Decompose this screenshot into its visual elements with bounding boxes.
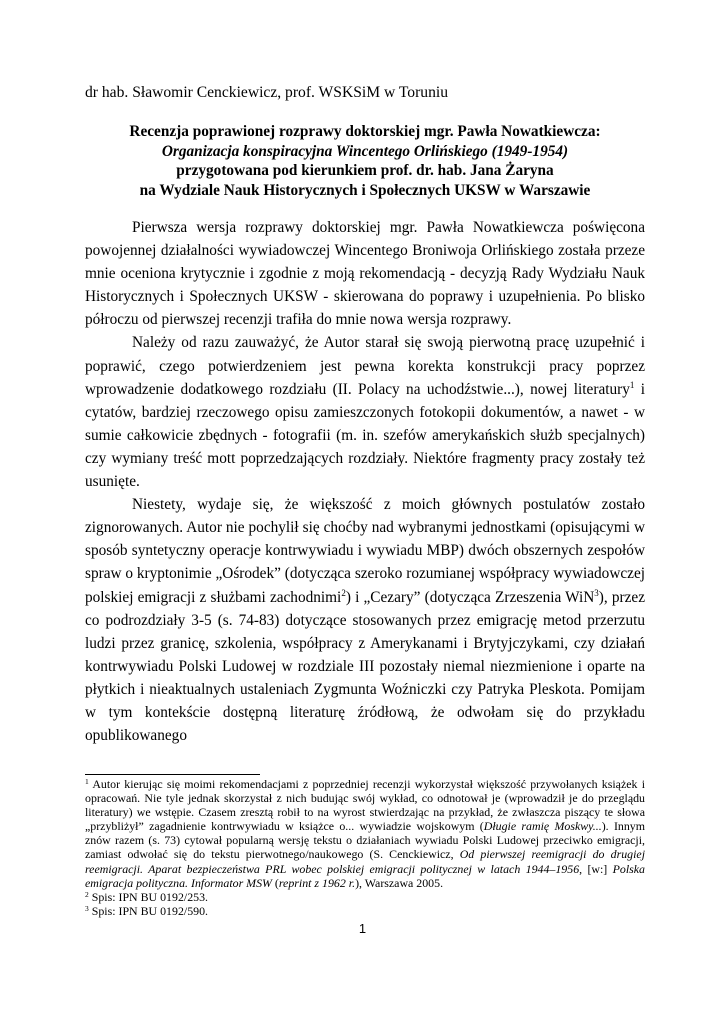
footnote-2	[85, 890, 645, 904]
title-line-4: na Wydziale Nauk Historycznych i Społecznych UKSW w Warszawie	[139, 181, 591, 199]
paragraph-2	[85, 331, 645, 493]
footnote-1-italic-2: Od pierwszej reemigracji do drugiej reemigracji. Aparat bezpieczeństwa PRL wobec polskiej emigracji politycznej w latach 1944–1956	[85, 847, 645, 876]
body-text	[85, 216, 645, 747]
footnote-separator	[85, 774, 260, 775]
paragraph-1: Pierwsza wersja rozprawy doktorskiej mgr. Pawła Nowatkiewcza poświęcona powojennej działalności wywiadowczej Wincentego Broniwoja Orlińskiego została przeze mnie oceniona krytycznie i zgodnie z moją rekomendacją - decyzją Rady Wydziału Nauk Historycznych i Społecznych UKSW - skierowana do poprawy i uzupełnienia. Po blisko półroczu od pierwszej recenzji trafiła do mnie nowa wersja rozprawy.	[85, 219, 645, 329]
paragraph-3-text-b: ) i „Cezary” (dotycząca Zrzeszenia WiN	[345, 588, 595, 606]
footnote-1-text-a: Autor kierując się moimi rekomendacjami z poprzedniej recenzji wykorzystał większość przywołanych książek i opracowań. Nie tyle jednak skorzystał z nich budując swój wykład, co odnotował je (wprowadził je do przeglądu literatury) we wstępie. Czasem zresztą robił to na wyrost stwierdzając na przykład, że zwłaszcza piszący te słowa „przybliżył” zagadnienie kontrwywiadu w książce o... wywiadzie wojskowym (	[85, 777, 645, 834]
title-line-1: Recenzja poprawionej rozprawy doktorskiej mgr. Pawła Nowatkiewcza:	[129, 123, 601, 140]
footnote-2-number: 2	[85, 889, 89, 899]
paragraph-3	[85, 493, 645, 747]
footnote-ref-2[interactable]: 2	[341, 587, 346, 598]
document-title	[85, 122, 645, 200]
title-line-2: Organizacja konspiracyjna Wincentego Orlińskiego (1949-1954)	[161, 142, 569, 160]
footnote-1-text-e: ), Warszawa 2005.	[355, 875, 444, 890]
footnote-ref-1[interactable]: 1	[629, 379, 635, 390]
footnote-2-text: Spis: IPN BU 0192/253.	[88, 889, 209, 904]
footnote-3	[85, 904, 645, 918]
footnote-3-text: Spis: IPN BU 0192/590.	[88, 903, 209, 918]
footnote-ref-3[interactable]: 3	[594, 587, 599, 598]
author-line: dr hab. Sławomir Cenckiewicz, prof. WSKSiM w Toruniu	[85, 84, 449, 101]
title-line-3: przygotowana pod kierunkiem prof. dr. hab. Jana Żaryna	[176, 162, 554, 179]
footnote-1-italic-1: Długie ramię Moskwy...	[483, 819, 602, 834]
paragraph-2-text-b: i cytatów, bardziej rzeczowego opisu zamieszczonych fotokopii dokumentów, a nawet - w sumie całkowicie zbędnych - fotografii (m. in. szefów amerykańskich służb specjalnych) czy wymiany treść mott poprzedzających rozdziały. Niektóre fragmenty pracy zostały też usunięte.	[85, 380, 645, 491]
footnote-1-text-c: , [w:]	[579, 861, 613, 876]
paragraph-3-text-c: ), przez co podrozdziały 3-5 (s. 74-83) dotyczące stosowanych przez emigrację metod przerzutu ludzi przez granicę, szkolenia, współpracy z Amerykanami i Brytyjczykami, czy działań kontrwywiadu Polski Ludowej w rozdziale III pozostały niemal niezmienione i oparte na płytkich i nieaktualnych ustaleniach Zygmunta Woźniczki czy Patryka Pleskota. Pomijam w tym kontekście dostępną literaturę źródłową, że odwołam się do przykładu opublikowanego	[85, 588, 645, 745]
paragraph-3-text-a: Niestety, wydaje się, że większość z moich głównych postulatów zostało zignorowanych. Autor nie pochylił się choćby nad wybranymi jednostkami (opisującymi w sposób syntetyczny operacje kontrwywiadu i wywiadu MBP) dwóch obszernych zespołów spraw o kryptonimie „Ośrodek” (dotycząca szeroko rozumianej współpracy wywiadowczej polskiej emigracji z służbami zachodnimi	[85, 496, 645, 606]
footnote-1-number: 1	[85, 777, 89, 786]
footnote-1-italic-4: reprint z 1962 r.	[278, 875, 356, 890]
page-number: 1	[358, 921, 367, 936]
footnote-1	[85, 777, 645, 890]
footnote-1-text-d: (	[271, 875, 279, 890]
footnote-3-number: 3	[85, 903, 89, 913]
footnote-1-italic-3: Polska emigracja polityczna. Informator MSW	[85, 861, 645, 890]
footnote-1-text-b: ). Innym znów razem (s. 73) cytował popularną wersję tekstu o działaniach wywiadu Polski Ludowej przeciwko emigracji, zamiast odwołać się do tekstu pierwotnego/naukowego (S. Cenckiewicz,	[85, 819, 645, 862]
footnotes	[85, 777, 645, 918]
paragraph-2-text-a: Należy od razu zauważyć, że Autor starał się swoją pierwotną pracę uzupełnić i poprawić, czego potwierdzeniem jest pewna korekta konstrukcji pracy poprzez wprowadzenie dodatkowego rozdziału (II. Polacy na uchodźstwie...), nowej literatury	[85, 334, 645, 398]
